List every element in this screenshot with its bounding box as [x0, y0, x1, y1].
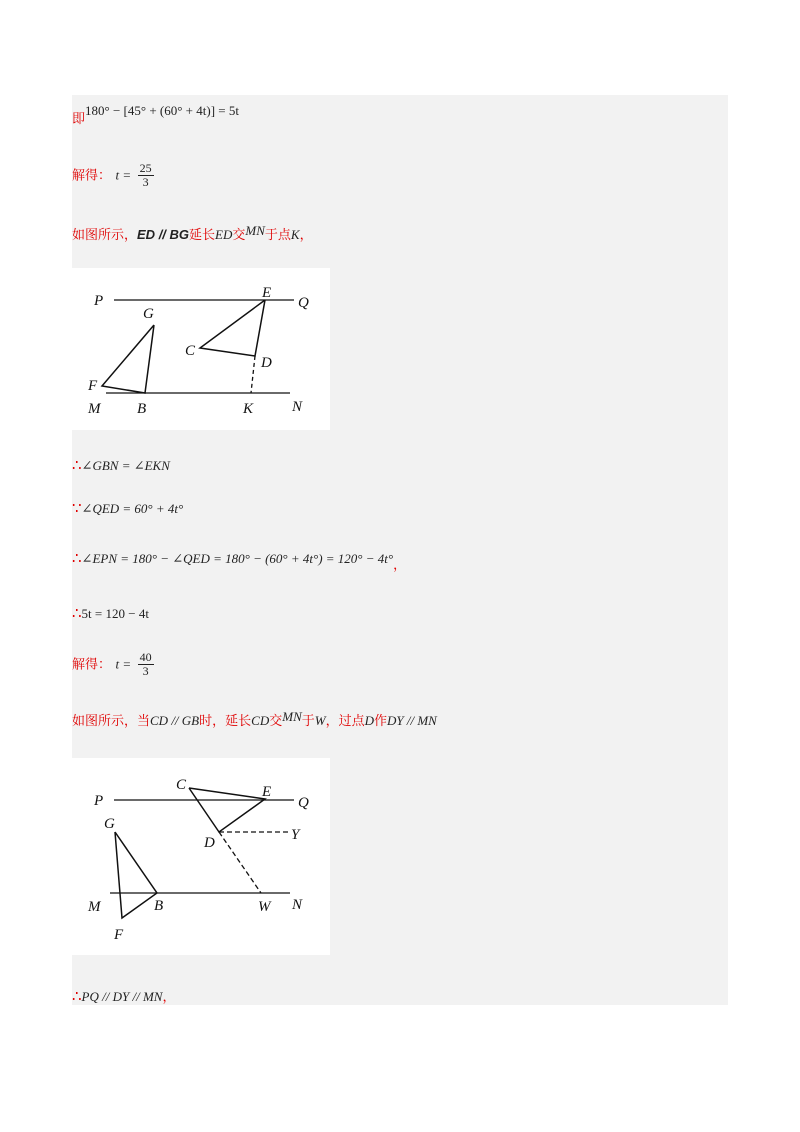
fraction — [138, 651, 154, 678]
text-segment: 如图所示，当 — [72, 714, 151, 729]
text-segment: 交 — [269, 714, 283, 729]
label-B: B — [137, 401, 147, 417]
figure-1-svg — [72, 268, 330, 430]
equation-expr: 180° − [45° + (60° + 4t)] = 5t — [85, 103, 239, 118]
text-segment: 作 — [374, 714, 388, 729]
text-segment: 延长 — [189, 228, 216, 243]
fraction — [138, 162, 154, 189]
therefore-symbol: ∴ — [72, 549, 82, 567]
figure-2-svg — [72, 758, 330, 955]
equation-expr: ∠EPN = 180° − ∠QED = 180° − (60° + 4t°) = 120° − 4t° — [81, 551, 394, 566]
label-D: D — [204, 835, 215, 851]
triangle-CED — [189, 788, 265, 832]
label-P: P — [94, 793, 104, 809]
label-E: E — [262, 285, 272, 301]
comma: ， — [162, 990, 176, 1005]
equation-expr: ∠QED = 60° + 4t° — [81, 501, 184, 516]
equation-expr: ∠GBN = ∠EKN — [81, 458, 170, 473]
label-Y: Y — [291, 827, 300, 843]
math-K: K — [290, 227, 300, 242]
text-segment: ，过点 — [325, 714, 365, 729]
label-W: W — [258, 899, 271, 915]
solve-prefix: 解得： — [72, 657, 112, 673]
label-E: E — [262, 784, 272, 800]
math-ED-2: ED — [215, 227, 233, 242]
t-equals: t = — [115, 167, 132, 183]
label-K: K — [243, 401, 254, 417]
comma: ， — [393, 558, 407, 573]
math-CD: CD — [251, 713, 270, 728]
therefore-line-4 — [72, 986, 175, 1005]
text-segment: 交 — [232, 228, 246, 243]
label-M: M — [88, 401, 101, 417]
label-G: G — [104, 816, 115, 832]
math-W: W — [314, 713, 326, 728]
label-N: N — [292, 897, 303, 913]
math-BG: BG — [169, 227, 190, 242]
text-segment: 于 — [301, 714, 315, 729]
therefore-line-3 — [72, 604, 149, 622]
label-D: D — [261, 355, 272, 371]
math-MN: MN — [282, 709, 302, 724]
fraction-numerator: 25 — [139, 161, 152, 175]
math-MN: MN — [245, 223, 265, 238]
solution-line-1 — [72, 162, 154, 189]
label-C: C — [176, 777, 187, 793]
label-C: C — [185, 343, 196, 359]
therefore-symbol: ∴ — [72, 456, 82, 474]
dashed-DK — [251, 356, 255, 393]
text-segment: 时，延长 — [199, 714, 252, 729]
text-segment: ， — [299, 228, 313, 243]
label-M: M — [88, 899, 101, 915]
label-N: N — [292, 399, 303, 415]
because-symbol: ∵ — [72, 499, 82, 517]
text-segment: 于点 — [264, 228, 291, 243]
label-Q: Q — [298, 795, 309, 811]
description-line-1 — [72, 224, 313, 243]
text-segment: 如图所示， — [72, 228, 138, 243]
triangle-GFB — [102, 325, 154, 393]
solution-line-2 — [72, 651, 154, 678]
fraction-denominator: 3 — [142, 664, 149, 678]
therefore-symbol: ∴ — [72, 604, 82, 622]
therefore-symbol: ∴ — [72, 987, 82, 1005]
geometry-figure-1 — [72, 268, 330, 430]
label-F: F — [88, 378, 98, 394]
label-Q: Q — [298, 295, 309, 311]
therefore-line-1 — [72, 456, 170, 474]
triangle-GFB — [115, 832, 157, 918]
label-B: B — [154, 898, 164, 914]
fraction-denominator: 3 — [142, 175, 149, 189]
label-G: G — [143, 306, 154, 322]
description-line-2 — [72, 710, 437, 729]
math-D: D — [364, 713, 374, 728]
because-line — [72, 499, 183, 517]
math-ED: ED — [137, 227, 156, 242]
prefix-ji: 即 — [72, 112, 86, 127]
fraction-numerator: 40 — [139, 650, 152, 664]
parallel-symbol: // — [155, 227, 170, 242]
triangle-ECD — [200, 300, 265, 356]
t-equals: t = — [115, 656, 132, 672]
label-P: P — [94, 293, 104, 309]
equation-line-1 — [72, 100, 239, 127]
label-F: F — [114, 927, 124, 943]
solve-prefix: 解得： — [72, 168, 112, 184]
therefore-line-2 — [72, 548, 407, 573]
equation-expr: PQ // DY // MN — [81, 989, 163, 1004]
math-DY-MN: DY // MN — [387, 713, 437, 728]
math-CD-GB: CD // GB — [150, 713, 200, 728]
geometry-figure-2 — [72, 758, 330, 955]
equation-expr: 5t = 120 − 4t — [81, 606, 149, 621]
dashed-DW — [219, 832, 261, 893]
